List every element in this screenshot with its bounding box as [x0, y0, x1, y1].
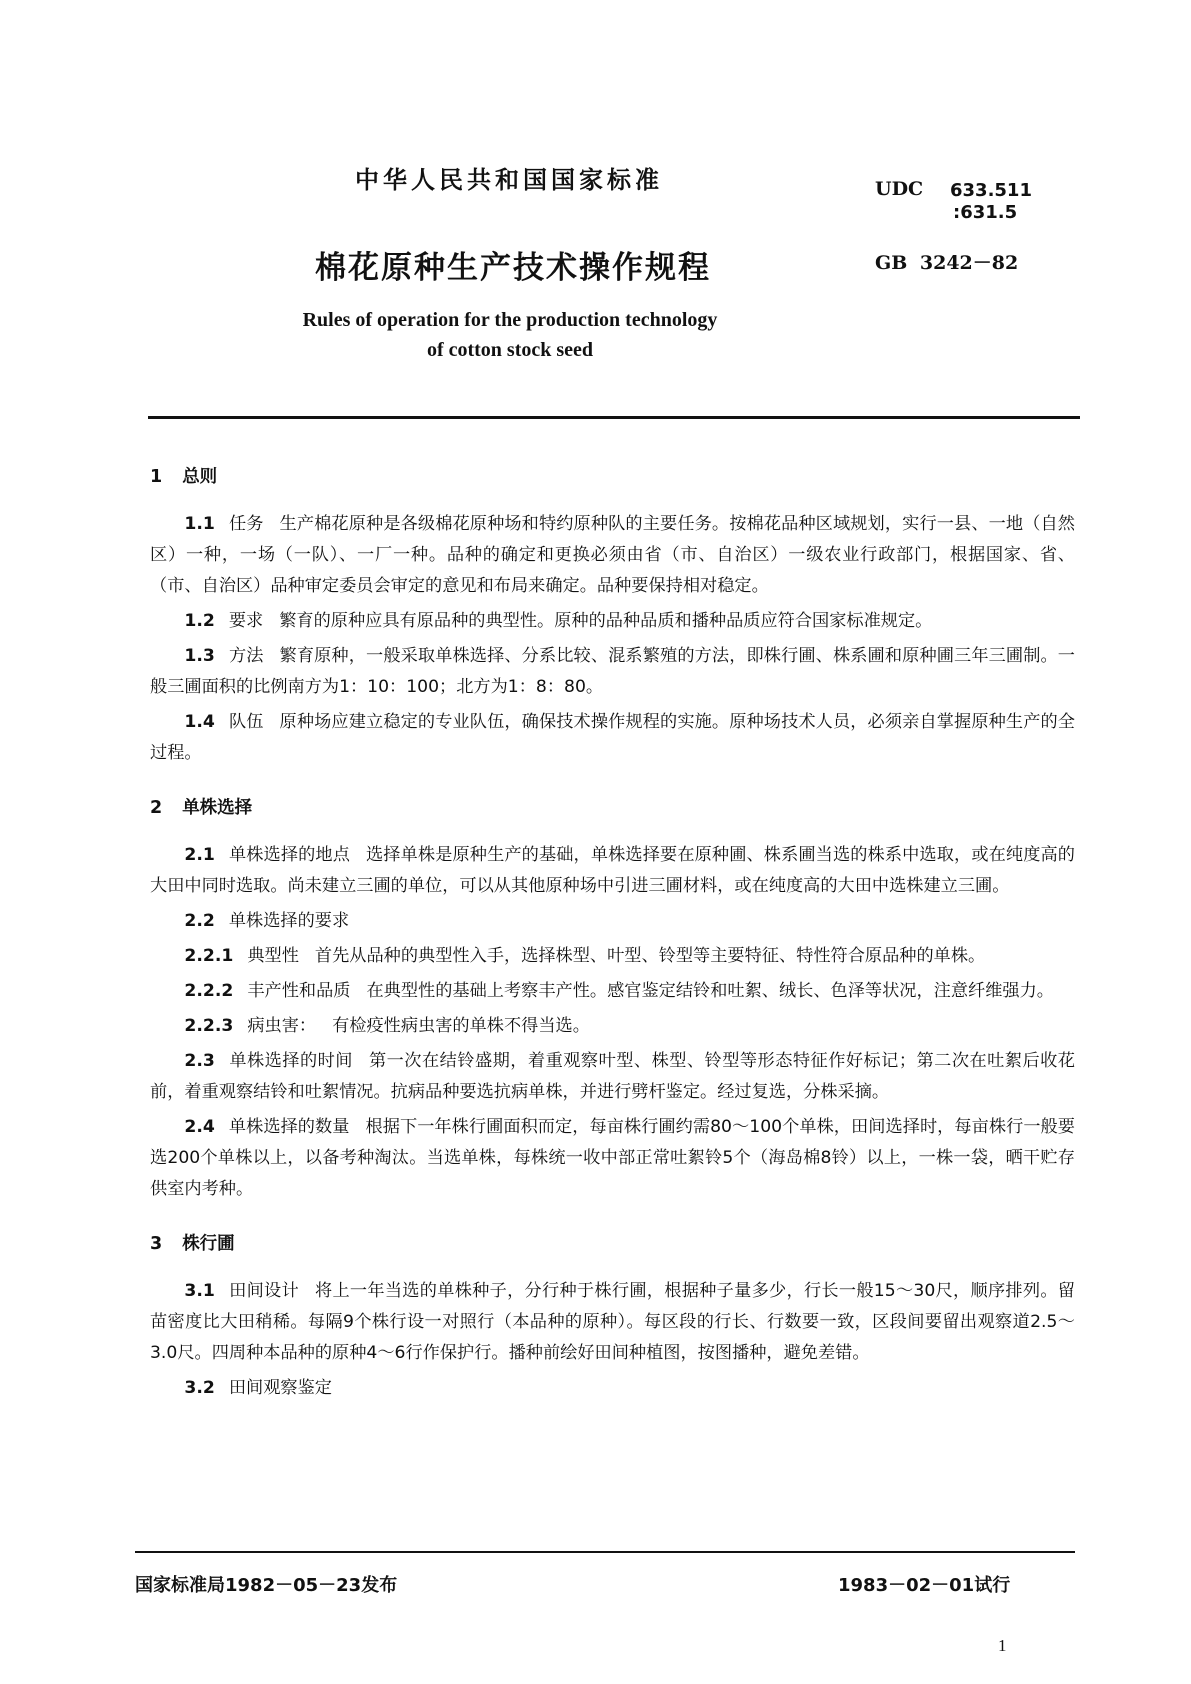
section-heading-3 — [150, 1229, 1075, 1260]
udc-code-line2: :631.5 — [953, 202, 1018, 223]
clause-1-4: 1.4 队伍 原种场应建立稳定的专业队伍，确保技术操作规程的实施。原种场技术人员，必须亲自掌握原种生产的全过程。 — [150, 712, 1075, 763]
section-number: 1 — [150, 467, 163, 487]
document-title-cn: 棉花原种生产技术操作规程 — [315, 250, 711, 286]
title-en-line1: Rules of operation for the production technology — [302, 309, 718, 331]
title-en-line2: of cotton stock seed — [426, 339, 594, 361]
clause-3-2: 3.2 田间观察鉴定 — [184, 1378, 332, 1398]
udc-code-line1: 633.511 — [950, 180, 1032, 201]
section-number: 3 — [150, 1234, 163, 1254]
clause-2-2-3: 2.2.3 病虫害： 有检疫性病虫害的单株不得当选。 — [184, 1016, 590, 1036]
section-title: 总则 — [182, 467, 218, 487]
header-divider — [148, 416, 1080, 419]
standard-label: 中华人民共和国国家标准 — [355, 166, 663, 194]
section-number: 2 — [150, 798, 163, 818]
clause-2-3: 2.3 单株选择的时间 第一次在结铃盛期，着重观察叶型、株型、铃型等形态特征作好标记；第二次在吐絮后收花前，着重观察结铃和吐絮情况。抗病品种要选抗病单株，并进行劈杆鉴定。经过复选，分株采摘。 — [150, 1051, 1075, 1102]
clause-3-1: 3.1 田间设计 将上一年当选的单株种子，分行种于株行圃，根据种子量多少，行长一般15～30尺，顺序排列。留苗密度比大田稍稀。每隔9个株行设一对照行（本品种的原种）。每区段的行长、行数要一致，区段间要留出观察道2.5～3.0尺。四周种本品种的原种4～6行作保护行。播种前绘好田间种植图，按图播种，避免差错。 — [150, 1281, 1075, 1363]
udc-label: UDC — [875, 178, 924, 200]
clause-2-2-2: 2.2.2 丰产性和品质 在典型性的基础上考察丰产性。感官鉴定结铃和吐絮、绒长、色泽等状况，注意纤维强力。 — [184, 981, 1054, 1001]
effective-date: 1983－02－01试行 — [838, 1575, 1011, 1596]
clause-2-2: 2.2 单株选择的要求 — [184, 911, 350, 931]
issue-date: 国家标准局1982－05－23发布 — [135, 1575, 398, 1596]
gb-code: GB 3242－82 — [875, 252, 1019, 274]
clause-1-3: 1.3 方法 繁育原种，一般采取单株选择、分系比较、混系繁殖的方法，即株行圃、株系圃和原种圃三年三圃制。一般三圃面积的比例南方为1：10：100；北方为1：8：80。 — [150, 646, 1075, 697]
clause-1-1: 1.1 任务 生产棉花原种是各级棉花原种场和特约原种队的主要任务。按棉花品种区域规划，实行一县、一地（自然区）一种，一场（一队）、一厂一种。品种的确定和更换必须由省（市、自治区）一级农业行政部门，根据国家、省、（市、自治区）品种审定委员会审定的意见和布局来确定。品种要保持相对稳定。 — [150, 514, 1075, 596]
clause-2-1: 2.1 单株选择的地点 选择单株是原种生产的基础，单株选择要在原种圃、株系圃当选的株系中选取，或在纯度高的大田中同时选取。尚未建立三圃的单位，可以从其他原种场中引进三圃材料，或在纯度高的大田中选株建立三圃。 — [150, 845, 1075, 896]
clause-2-2-1: 2.2.1 典型性 首先从品种的典型性入手，选择株型、叶型、铃型等主要特征、特性符合原品种的单株。 — [184, 946, 986, 966]
section-title: 单株选择 — [182, 798, 253, 818]
footer-divider — [135, 1551, 1075, 1553]
clause-1-2: 1.2 要求 繁育的原种应具有原品种的典型性。原种的品种品质和播种品质应符合国家标准规定。 — [184, 611, 933, 631]
section-heading-1 — [150, 462, 1075, 493]
section-heading-2 — [150, 793, 1075, 824]
clause-2-4: 2.4 单株选择的数量 根据下一年株行圃面积而定，每亩株行圃约需80～100个单株，田间选择时，每亩株行一般要选200个单株以上，以备考种淘汰。当选单株，每株统一收中部正常吐絮铃5个（海岛棉8铃）以上，一株一袋，晒干贮存供室内考种。 — [150, 1117, 1075, 1199]
section-title: 株行圃 — [182, 1234, 235, 1254]
page-number: 1 — [998, 1636, 1007, 1655]
document-body — [150, 462, 1075, 1408]
document-title-en — [240, 305, 780, 365]
